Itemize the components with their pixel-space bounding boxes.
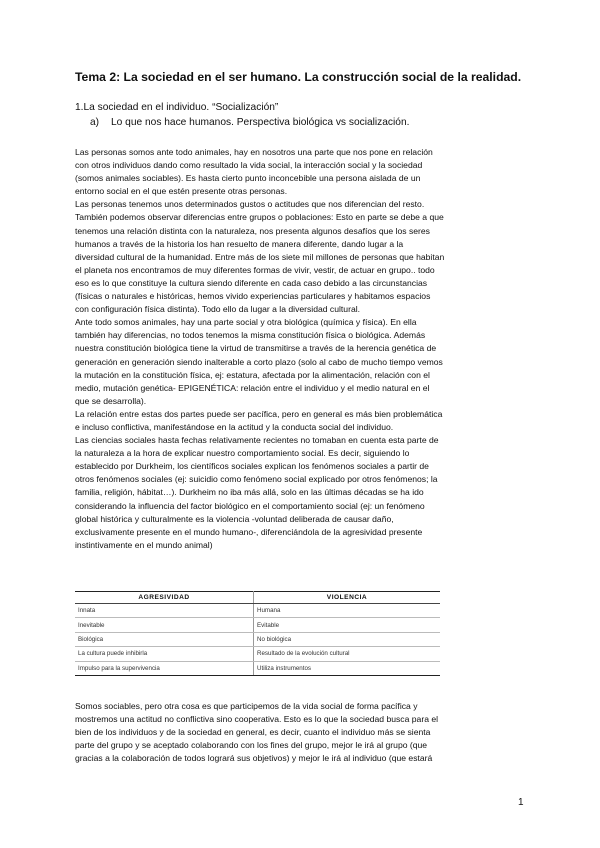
table-header-row bbox=[75, 592, 440, 604]
body-line: bien de los individuos y de la sociedad en general, es decir, cuanto el individuo más se sienta bbox=[75, 727, 431, 738]
table-cell: Biológica bbox=[75, 632, 254, 646]
body-line: mostremos una actitud no conflictiva sino cooperativa. Esto es lo que la sociedad busca para el bbox=[75, 714, 439, 725]
body-line: e incluso conflictiva, manifestándose en la actitud y la conducta social del individuo. bbox=[75, 421, 394, 432]
body-line: otros fenómenos sociales (ej: suicidio como fenómeno social explicado por otros fenómenos; la bbox=[75, 474, 438, 485]
body-line: establecido por Durkheim, los científicos sociales explican los fenómenos sociales a partir de bbox=[75, 461, 429, 472]
body-line: eso es lo que constituye la cultura siendo diferente en cada caso debido a las circunstancias bbox=[75, 277, 428, 288]
section-heading: 1.La sociedad en el individuo. “Socialización” bbox=[75, 102, 279, 113]
table-row bbox=[75, 618, 440, 632]
comparison-table bbox=[75, 591, 440, 672]
subsection-marker: a) bbox=[90, 117, 100, 128]
body-line: que se desarrolla). bbox=[75, 395, 147, 406]
body-text bbox=[75, 146, 535, 552]
body-line: generación en generación siendo inalterable a corto plazo (solo al cabo de mucho tiempo vemos bbox=[75, 356, 443, 367]
body-line: Ante todo somos animales, hay una parte social y otra biológica (química y física). En ella bbox=[75, 317, 417, 328]
body-line: También podemos observar diferencias entre grupos o poblaciones: Esto en parte se debe a que bbox=[75, 212, 444, 223]
body-line: la mutación en la constitución física, ej: estatura, afectada por la alimentación, relación con el bbox=[75, 369, 430, 380]
body-line: familia, religión, hábitat…). Durkheim no iba más allá, solo en las últimas décadas se ha ido bbox=[75, 487, 424, 498]
table-row bbox=[75, 604, 440, 618]
body-line: también hay diferencias, no todos tenemos la misma constitución física o biológica. Además bbox=[75, 330, 426, 341]
body-line: medio, mutación genética- EPIGENÉTICA: relación entre el individuo y el medio natural en el bbox=[75, 382, 430, 393]
body-line: instintivamente en el mundo animal) bbox=[75, 539, 213, 550]
table-row bbox=[75, 661, 440, 675]
table-row bbox=[75, 632, 440, 646]
table-cell: Innata bbox=[75, 604, 254, 618]
page-title: Tema 2: La sociedad en el ser humano. La construcción social de la realidad. bbox=[75, 70, 522, 84]
table-cell: Inevitable bbox=[75, 618, 254, 632]
body-line: con otros individuos dando como resultado la vida social, la interacción social y la sociedad bbox=[75, 160, 423, 171]
page-number: 1 bbox=[518, 797, 524, 808]
table-cell: Utiliza instrumentos bbox=[254, 661, 441, 675]
table-cell: Resultado de la evolución cultural bbox=[254, 647, 441, 661]
body-line: considerando la influencia del factor biológico en el comportamiento social (ej: un fenómeno bbox=[75, 500, 425, 511]
body-line: La relación entre estas dos partes puede ser pacífica, pero en general es más bien problemática bbox=[75, 408, 443, 419]
body-line: (físicas o naturales e históricas, hemos vivido experiencias particulares y habitamos espacios bbox=[75, 291, 431, 302]
body-line: nuestra constitución biológica tiene la virtud de transmitirse a través de la herencia genética de bbox=[75, 343, 437, 354]
closing-paragraph bbox=[75, 700, 535, 765]
subsection-heading bbox=[90, 117, 409, 128]
table-cell: No biológica bbox=[254, 632, 441, 646]
table-cell: La cultura puede inhibirla bbox=[75, 647, 254, 661]
body-line: entorno social en el que estén presente otras personas. bbox=[75, 186, 288, 197]
body-line: humanos a través de la historia los han resuelto de manera diferente, dando lugar a la bbox=[75, 238, 404, 249]
column-header-violencia: VIOLENCIA bbox=[254, 592, 441, 604]
body-line: la naturaleza a la hora de explicar nuestro comportamiento social. Es decir, siguiendo lo bbox=[75, 448, 410, 459]
body-line: el planeta nos encontramos de muy diferentes formas de vivir, vestir, de actuar en grupo.. todo bbox=[75, 264, 435, 275]
table-cell: Humana bbox=[254, 604, 441, 618]
body-line: tenemos una relación distinta con la naturaleza, nos presenta algunos desafíos que los seres bbox=[75, 225, 430, 236]
body-line: Somos sociables, pero otra cosa es que participemos de la vida social de forma pacífica y bbox=[75, 701, 418, 711]
column-header-agresividad: AGRESIVIDAD bbox=[75, 592, 254, 604]
body-line: diversidad cultural de la humanidad. Entre más de los siete mil millones de personas que habitan bbox=[75, 251, 445, 262]
body-line: Las personas tenemos unos determinados gustos o actitudes que nos diferencian del resto. bbox=[75, 199, 425, 210]
body-line: gracias a la colaboración de todos logrará sus objetivos) y mejor le irá al individuo (que estará bbox=[75, 753, 433, 764]
table-cell: Impulso para la supervivencia bbox=[75, 661, 254, 675]
body-line: (somos animales sociables). Es hasta cierto punto inconcebible una persona aislada de un bbox=[75, 173, 421, 184]
body-line: parte del grupo y se aceptado colaborando con los fines del grupo, mejor le irá al grupo (que bbox=[75, 740, 428, 751]
body-line: exclusivamente presente en el mundo humano-, diferenciándola de la agresividad presente bbox=[75, 526, 423, 537]
body-line: Las personas somos ante todo animales, hay en nosotros una parte que nos pone en relación bbox=[75, 147, 433, 157]
subsection-text: Lo que nos hace humanos. Perspectiva biológica vs socialización. bbox=[111, 117, 410, 128]
body-line: con configuración física distinta). Todo ello da lugar a la diversidad cultural. bbox=[75, 304, 361, 315]
table-row bbox=[75, 647, 440, 661]
table-cell: Evitable bbox=[254, 618, 441, 632]
body-line: global histórica y culturalmente es la violencia -voluntad deliberada de causar daño, bbox=[75, 513, 394, 524]
body-line: Las ciencias sociales hasta fechas relativamente recientes no tomaban en cuenta esta parte de bbox=[75, 435, 439, 446]
